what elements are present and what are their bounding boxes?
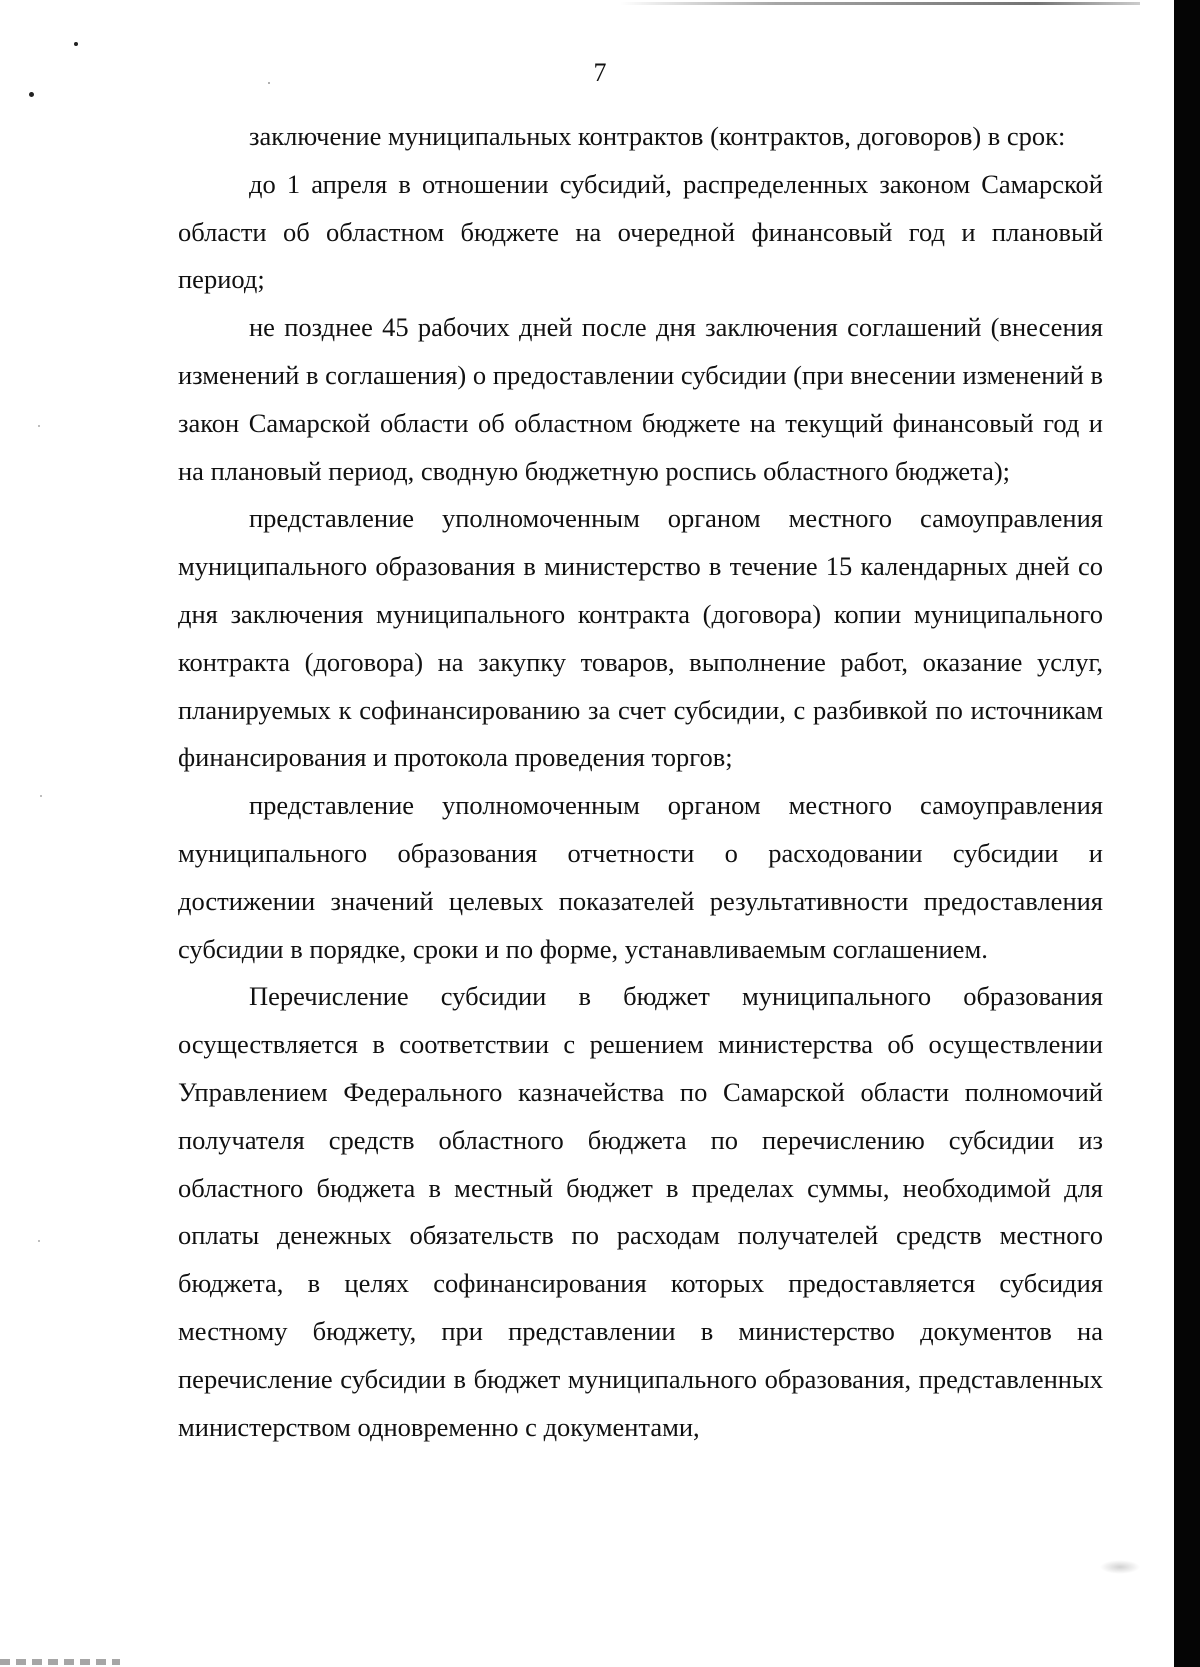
scan-artifact-bottom-marks	[0, 1659, 120, 1665]
scan-edge-bar	[1174, 0, 1200, 1667]
paragraph-april-deadline: до 1 апреля в отношении субсидий, распределенных законом Самарской области об областном бюджете на очередной финансовый год и плановый период;	[178, 168, 1103, 295]
scan-speck	[38, 1240, 40, 1242]
paragraph-45-days: не позднее 45 рабочих дней после дня заключения соглашений (внесения изменений в соглашения) о предоставлении субсидии (при внесении изменений в закон Самарской области об областном бюджете на текущий финансовый год и на плановый период, сводную бюджетную роспись областного бюджета);	[178, 312, 1103, 486]
scan-speck	[38, 425, 40, 427]
paragraph-contract-copy: представление уполномоченным органом местного самоуправления муниципального образования в министерство в течение 15 календарных дней со дня заключения муниципального контракта (договора) копии муниципального контракта (договора) на закупку товаров, выполнение работ, оказание услуг, планируемых к софинансированию за счет субсидии, с разбивкой по источникам финансирования и протокола проведения торгов;	[178, 503, 1103, 773]
scan-speck	[29, 92, 34, 97]
page-number: 7	[593, 58, 607, 87]
paragraph-contract-deadline: заключение муниципальных контрактов (контрактов, договоров) в срок:	[249, 121, 1066, 151]
scan-smudge	[1100, 1560, 1140, 1574]
document-body	[178, 113, 1103, 1451]
paragraph-transfer: Перечисление субсидии в бюджет муниципального образования осуществляется в соответствии с решением министерства об осуществлении Управлением Федерального казначейства по Самарской области полномочий получателя средств областного бюджета по перечислению субсидии из областного бюджета в местный бюджет в пределах суммы, необходимой для оплаты денежных обязательств по расходам получателей средств местного бюджета, в целях софинансирования которых предоставляется субсидия местному бюджету, при представлении в министерство документов на перечисление субсидии в бюджет муниципального образования, представленных министерством одновременно с документами,	[178, 981, 1103, 1442]
scan-artifact-top-streak	[620, 2, 1140, 5]
paragraph-reporting: представление уполномоченным органом местного самоуправления муниципального образования отчетности о расходовании субсидии и достижении значений целевых показателей результативности предоставления субсидии в порядке, сроки и по форме, устанавливаемым соглашением.	[178, 790, 1103, 964]
scan-speck	[40, 795, 42, 797]
scan-speck	[74, 42, 78, 46]
